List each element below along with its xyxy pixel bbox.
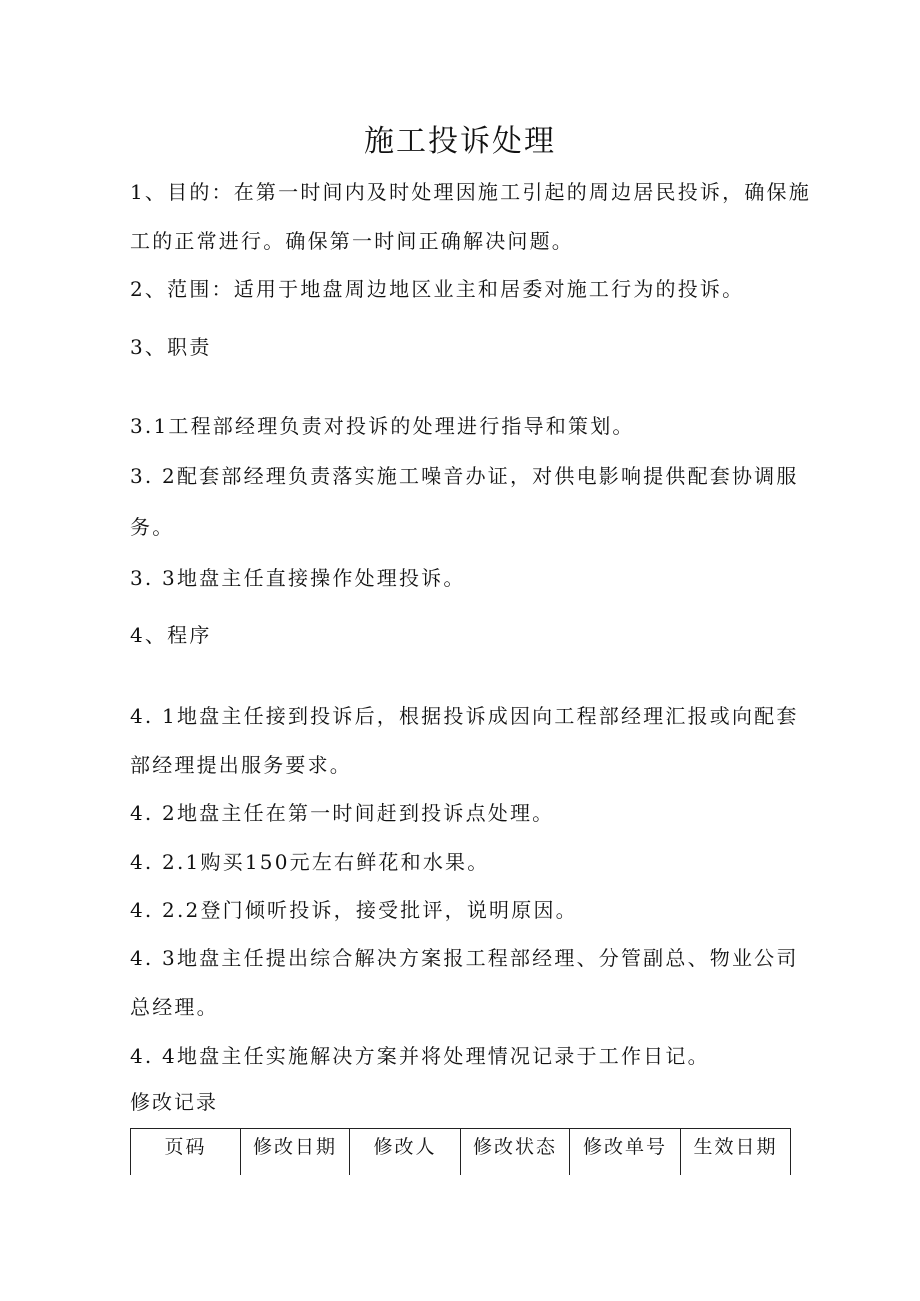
header-revised-by: 修改人 [350,1129,461,1176]
revision-table [130,1128,791,1175]
header-revision-status: 修改状态 [461,1129,570,1176]
responsibility-3-1: 3.1工程部经理负责对投诉的处理进行指导和策划。 [130,414,635,438]
procedure-4-2-1: 4. 2.1购买150元左右鲜花和水果。 [130,850,490,874]
responsibility-heading: 3、职责 [130,335,212,359]
procedure-4-2-2: 4. 2.2登门倾听投诉，接受批评，说明原因。 [130,898,578,922]
procedure-4-4: 4. 4地盘主任实施解决方案并将处理情况记录于工作日记。 [130,1044,710,1068]
scope-line: 2、范围：适用于地盘周边地区业主和居委对施工行为的投诉。 [130,277,745,301]
header-page-number: 页码 [131,1129,241,1176]
responsibility-3-3: 3. 3地盘主任直接操作处理投诉。 [130,566,466,590]
procedure-4-1-line-1: 4. 1地盘主任接到投诉后，根据投诉成因向工程部经理汇报或向配套 [130,704,799,728]
page-title: 施工投诉处理 [364,124,556,159]
revision-header-row [131,1129,791,1176]
procedure-4-3-line-2: 总经理。 [130,995,219,1019]
procedure-4-2: 4. 2地盘主任在第一时间赶到投诉点处理。 [130,801,555,825]
responsibility-3-2-line-2: 务。 [130,515,175,539]
revision-record-label: 修改记录 [130,1090,218,1114]
header-effective-date: 生效日期 [681,1129,791,1176]
responsibility-3-2-line-1: 3. 2配套部经理负责落实施工噪音办证，对供电影响提供配套协调服 [130,464,799,488]
procedure-heading: 4、程序 [130,623,212,647]
header-revision-date: 修改日期 [241,1129,350,1176]
purpose-line-1: 1、目的：在第一时间内及时处理因施工引起的周边居民投诉，确保施 [130,180,811,204]
procedure-4-1-line-2: 部经理提出服务要求。 [130,753,352,777]
purpose-line-2: 工的正常进行。确保第一时间正确解决问题。 [130,229,574,253]
header-revision-number: 修改单号 [570,1129,681,1176]
procedure-4-3-line-1: 4. 3地盘主任提出综合解决方案报工程部经理、分管副总、物业公司 [130,946,799,970]
